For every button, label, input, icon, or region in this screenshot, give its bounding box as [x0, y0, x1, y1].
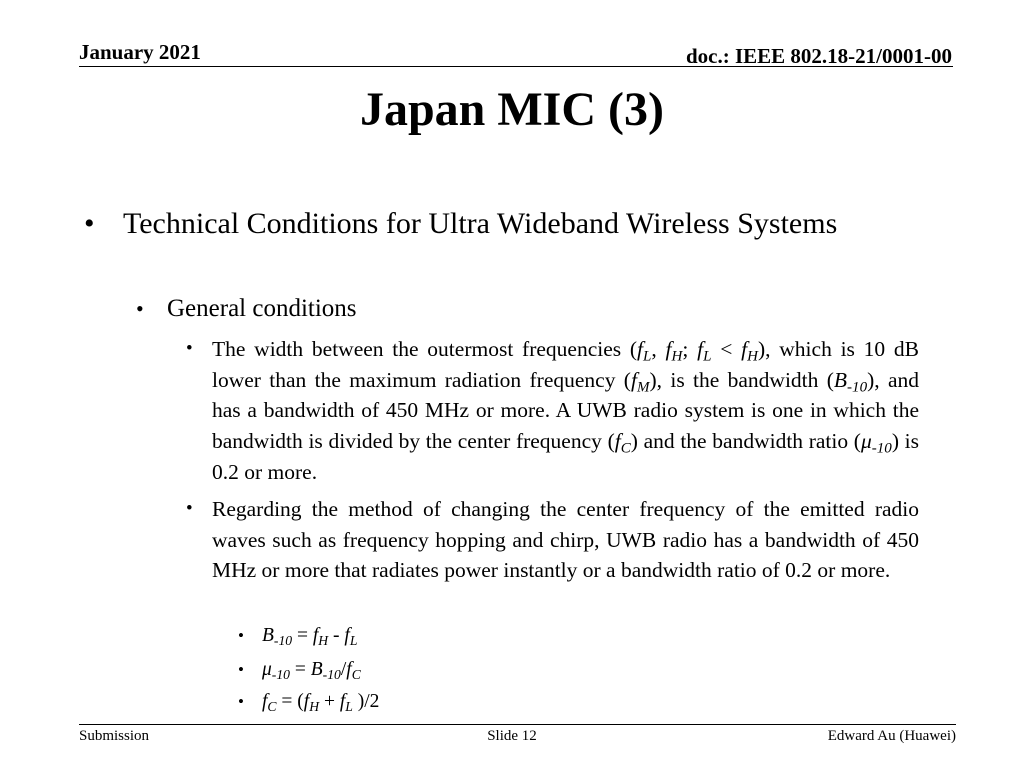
- bullet-level1: Technical Conditions for Ultra Wideband Wireless Systems: [123, 207, 838, 240]
- bullet-dot-eq2: •: [238, 660, 244, 679]
- slide-title: Japan MIC (3): [359, 83, 664, 136]
- equation-bandwidth: $B_{-10} = f_H - f_L$: [262, 625, 358, 649]
- footer-slide-number: Slide 12: [487, 728, 537, 744]
- bullet-level2: General conditions: [167, 295, 357, 322]
- header-date: January 2021: [79, 40, 201, 64]
- footer-divider: [79, 724, 956, 725]
- bullet-dot-eq1: •: [238, 626, 244, 645]
- bullet-dot-3a: •: [186, 338, 193, 359]
- bullet-dot-3b: •: [186, 498, 193, 519]
- bullet-dot-2: •: [136, 296, 144, 321]
- footer-submission: Submission: [79, 728, 150, 744]
- bullet-level3-definition: The width between the outermost frequencies ($f_L$, $f_H$; $f_L < f_H$), which is 10 dB lower than the maximum radiation frequency $(f_M)$, is the bandwidth $(B_{-10})$, and has a bandwidth of 450 MHz or more. A UWB radio system is one in which the bandwidth is divided by the center frequency $(f_C)$ and the bandwidth ratio $(\mu_{-10})$ is 0.2 or more.: [212, 337, 920, 484]
- bullet-dot-eq3: •: [238, 692, 244, 711]
- footer-author: Edward Au (Huawei): [827, 728, 956, 744]
- header-divider: [79, 66, 953, 67]
- bullet-dot-1: •: [84, 207, 95, 240]
- header-doc-id: doc.: IEEE 802.18-21/0001-00: [685, 44, 952, 68]
- bullet-level3-method: Regarding the method of changing the center frequency of the emitted radio waves such as frequency hopping and chirp, UWB radio has a bandwidth of 450 MHz or more that radiates power instantly or a bandwidth ratio of 0.2 or more.: [212, 497, 919, 583]
- equation-ratio: $\mu_{-10} = B_{-10}/f_C$: [262, 659, 361, 683]
- equation-center-frequency: $f_C = (f_H + f_L$ )/2: [262, 691, 380, 715]
